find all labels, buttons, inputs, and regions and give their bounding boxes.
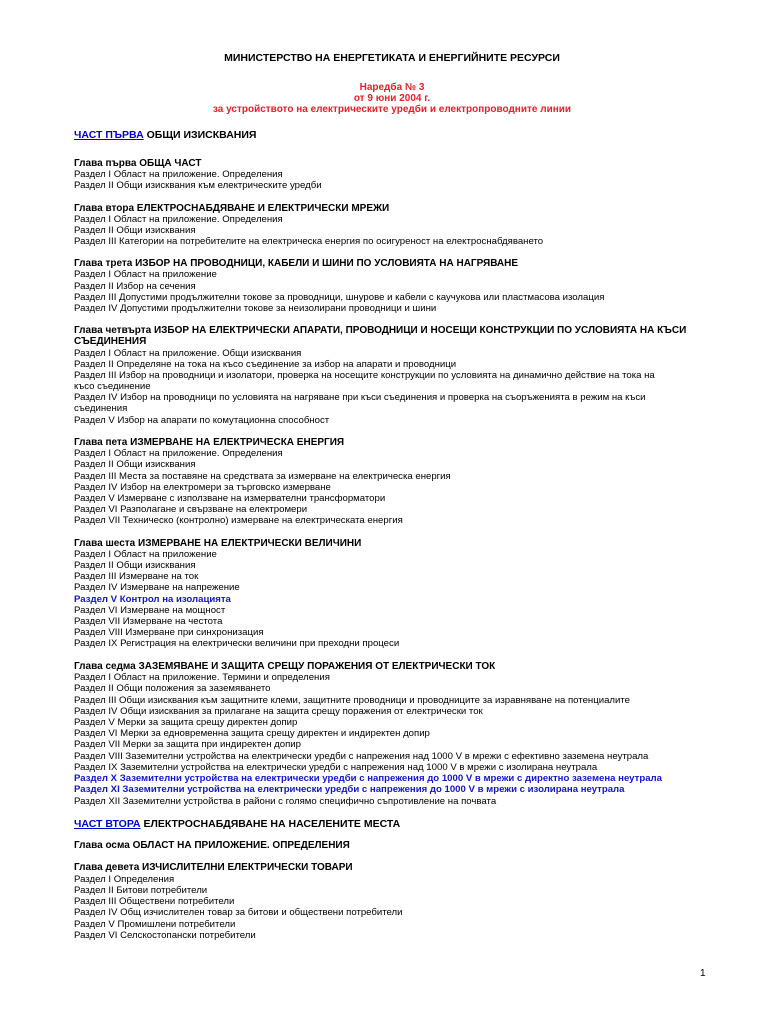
section-line: Раздел III Обществени потребители [74, 896, 235, 907]
section-line: Раздел VII Мерки за защита при индиректен допир [74, 739, 301, 750]
section-line: Раздел I Област на приложение [74, 269, 217, 280]
section-line: Раздел IX Заземителни устройства на електрически уредби с напрежения над 1000 V в мрежи с изолирана неутрала [74, 762, 598, 773]
section-line: Раздел V Избор на апарати по комутационна способност [74, 415, 330, 426]
order-number: Наредба № 3 [359, 82, 425, 93]
chapter-7-title: Глава седма ЗАЗЕМЯВАНЕ И ЗАЩИТА СРЕЩУ ПОРАЖЕНИЯ ОТ ЕЛЕКТРИЧЕСКИ ТОК [74, 661, 496, 672]
section-line: Раздел VI Измерване на мощност [74, 605, 226, 616]
section-line: Раздел II Общи изисквания [74, 225, 196, 236]
section-line: Раздел II Общи изисквания [74, 560, 196, 571]
section-line: Раздел IX Регистрация на електрически величини при преходни процеси [74, 638, 400, 649]
section-line-highlighted: Раздел XI Заземителни устройства на електрически уредби с напрежения до 1000 V в мрежи с изолирана неутрала [74, 784, 625, 795]
section-line: късо съединение [74, 381, 151, 392]
section-line: Раздел IV Избор на проводници по условията на нагряване при къси съединения и проверка на съоръженията в режим на къси [74, 392, 646, 403]
section-line: Раздел I Област на приложение. Термини и определения [74, 672, 330, 683]
section-line: Раздел II Битови потребители [74, 885, 208, 896]
section-line: Раздел VIII Заземителни устройства на електрически уредби с напрежения над 1000 V в мрежи с ефективно заземена неутрала [74, 751, 649, 762]
section-line: Раздел II Общи изисквания [74, 459, 196, 470]
section-line: Раздел IV Избор на електромери за търговско измерване [74, 482, 331, 493]
section-line: Раздел I Област на приложение. Определения [74, 448, 283, 459]
section-line: Раздел I Област на приложение [74, 549, 217, 560]
section-line: Раздел I Област на приложение. Общи изисквания [74, 348, 302, 359]
section-line: Раздел XII Заземителни устройства в райони с голямо специфично съпротивление на почвата [74, 796, 497, 807]
section-line: Раздел V Промишлени потребители [74, 919, 236, 930]
section-line: Раздел V Мерки за защита срещу директен допир [74, 717, 298, 728]
order-title: за устройството на електрическите уредби и електропроводните линии [212, 104, 572, 115]
section-line: Раздел I Определения [74, 874, 175, 885]
section-line: Раздел VI Селскостопански потребители [74, 930, 256, 941]
section-line: Раздел III Общи изисквания към защитните клеми, защитните проводници и проводниците за изравняване на потенциалите [74, 695, 630, 706]
section-line-highlighted: Раздел V Контрол на изолацията [74, 594, 231, 605]
section-line: Раздел III Места за поставяне на средствата за измерване на електрическа енергия [74, 471, 451, 482]
part-one-title: ОБЩИ ИЗИСКВАНИЯ [146, 129, 257, 141]
section-line: Раздел III Допустими продължителни токове за проводници, шнурове и кабели с каучукова или пластмасова изолация [74, 292, 605, 303]
section-line-highlighted: Раздел X Заземителни устройства на електрически уредби с напрежения до 1000 V в мрежи с директно заземена неутрала [74, 773, 662, 784]
section-line: Раздел IV Допустими продължителни токове за неизолирани проводници и шини [74, 303, 437, 314]
part-one-link[interactable]: ЧАСТ ПЪРВА [74, 129, 144, 141]
chapter-4-title: Глава четвърта ИЗБОР НА ЕЛЕКТРИЧЕСКИ АПАРАТИ, ПРОВОДНИЦИ И НОСЕЩИ КОНСТРУКЦИИ ПО УСЛОВИЯТА НА КЪСИ [74, 325, 687, 336]
section-line: Раздел II Общи изисквания към електрическите уредби [74, 180, 322, 191]
section-line: Раздел III Категории на потребителите на електрическа енергия по осигуреност на електроснабдяването [74, 236, 544, 247]
section-line: Раздел III Избор на проводници и изолатори, проверка на носещите конструкции по условията на динамично действие на тока на [74, 370, 655, 381]
chapter-9-title: Глава девета ИЗЧИСЛИТЕЛНИ ЕЛЕКТРИЧЕСКИ ТОВАРИ [74, 862, 353, 873]
part-two-link[interactable]: ЧАСТ ВТОРА [74, 818, 141, 830]
chapter-5-title: Глава пета ИЗМЕРВАНЕ НА ЕЛЕКТРИЧЕСКА ЕНЕРГИЯ [74, 437, 345, 448]
order-date: от 9 юни 2004 г. [353, 93, 431, 104]
section-line: Раздел I Област на приложение. Определения [74, 214, 283, 225]
section-line: Раздел II Определяне на тока на късо съединение за избор на апарати и проводници [74, 359, 457, 370]
chapter-4-title-cont: СЪЕДИНЕНИЯ [74, 336, 147, 347]
part-one-heading [74, 129, 256, 141]
section-line: Раздел VII Техническо (контролно) измерване на електрическата енергия [74, 515, 403, 526]
section-line: съединения [74, 403, 128, 414]
page-number: 1 [700, 968, 706, 979]
section-line: Раздел VII Измерване на честота [74, 616, 223, 627]
part-two-title: ЕЛЕКТРОСНАБДЯВАНЕ НА НАСЕЛЕНИТЕ МЕСТА [143, 818, 401, 830]
section-line: Раздел II Общи положения за заземяването [74, 683, 271, 694]
section-line: Раздел IV Измерване на напрежение [74, 582, 240, 593]
section-line: Раздел V Измерване с използване на измервателни трансформатори [74, 493, 386, 504]
part-two-heading [74, 818, 400, 830]
chapter-3-title: Глава трета ИЗБОР НА ПРОВОДНИЦИ, КАБЕЛИ И ШИНИ ПО УСЛОВИЯТА НА НАГРЯВАНЕ [74, 258, 519, 269]
section-line: Раздел I Област на приложение. Определения [74, 169, 283, 180]
section-line: Раздел IV Общи изисквания за прилагане на защита срещу поражения от електрически ток [74, 706, 483, 717]
section-line: Раздел III Измерване на ток [74, 571, 199, 582]
chapter-8-title: Глава осма ОБЛАСТ НА ПРИЛОЖЕНИЕ. ОПРЕДЕЛЕНИЯ [74, 840, 350, 851]
ministry-heading: МИНИСТЕРСТВО НА ЕНЕРГЕТИКАТА И ЕНЕРГИЙНИТЕ РЕСУРСИ [224, 52, 560, 64]
section-line: Раздел II Избор на сечения [74, 281, 196, 292]
section-line: Раздел VIII Измерване при синхронизация [74, 627, 264, 638]
chapter-6-title: Глава шеста ИЗМЕРВАНЕ НА ЕЛЕКТРИЧЕСКИ ВЕЛИЧИНИ [74, 538, 362, 549]
section-line: Раздел IV Общ изчислителен товар за битови и обществени потребители [74, 907, 403, 918]
chapter-2-title: Глава втора ЕЛЕКТРОСНАБДЯВАНЕ И ЕЛЕКТРИЧЕСКИ МРЕЖИ [74, 203, 390, 214]
section-line: Раздел VI Разполагане и свързване на електромери [74, 504, 308, 515]
chapter-1-title: Глава първа ОБЩА ЧАСТ [74, 158, 202, 169]
section-line: Раздел VI Мерки за едновременна защита срещу директен и индиректен допир [74, 728, 430, 739]
